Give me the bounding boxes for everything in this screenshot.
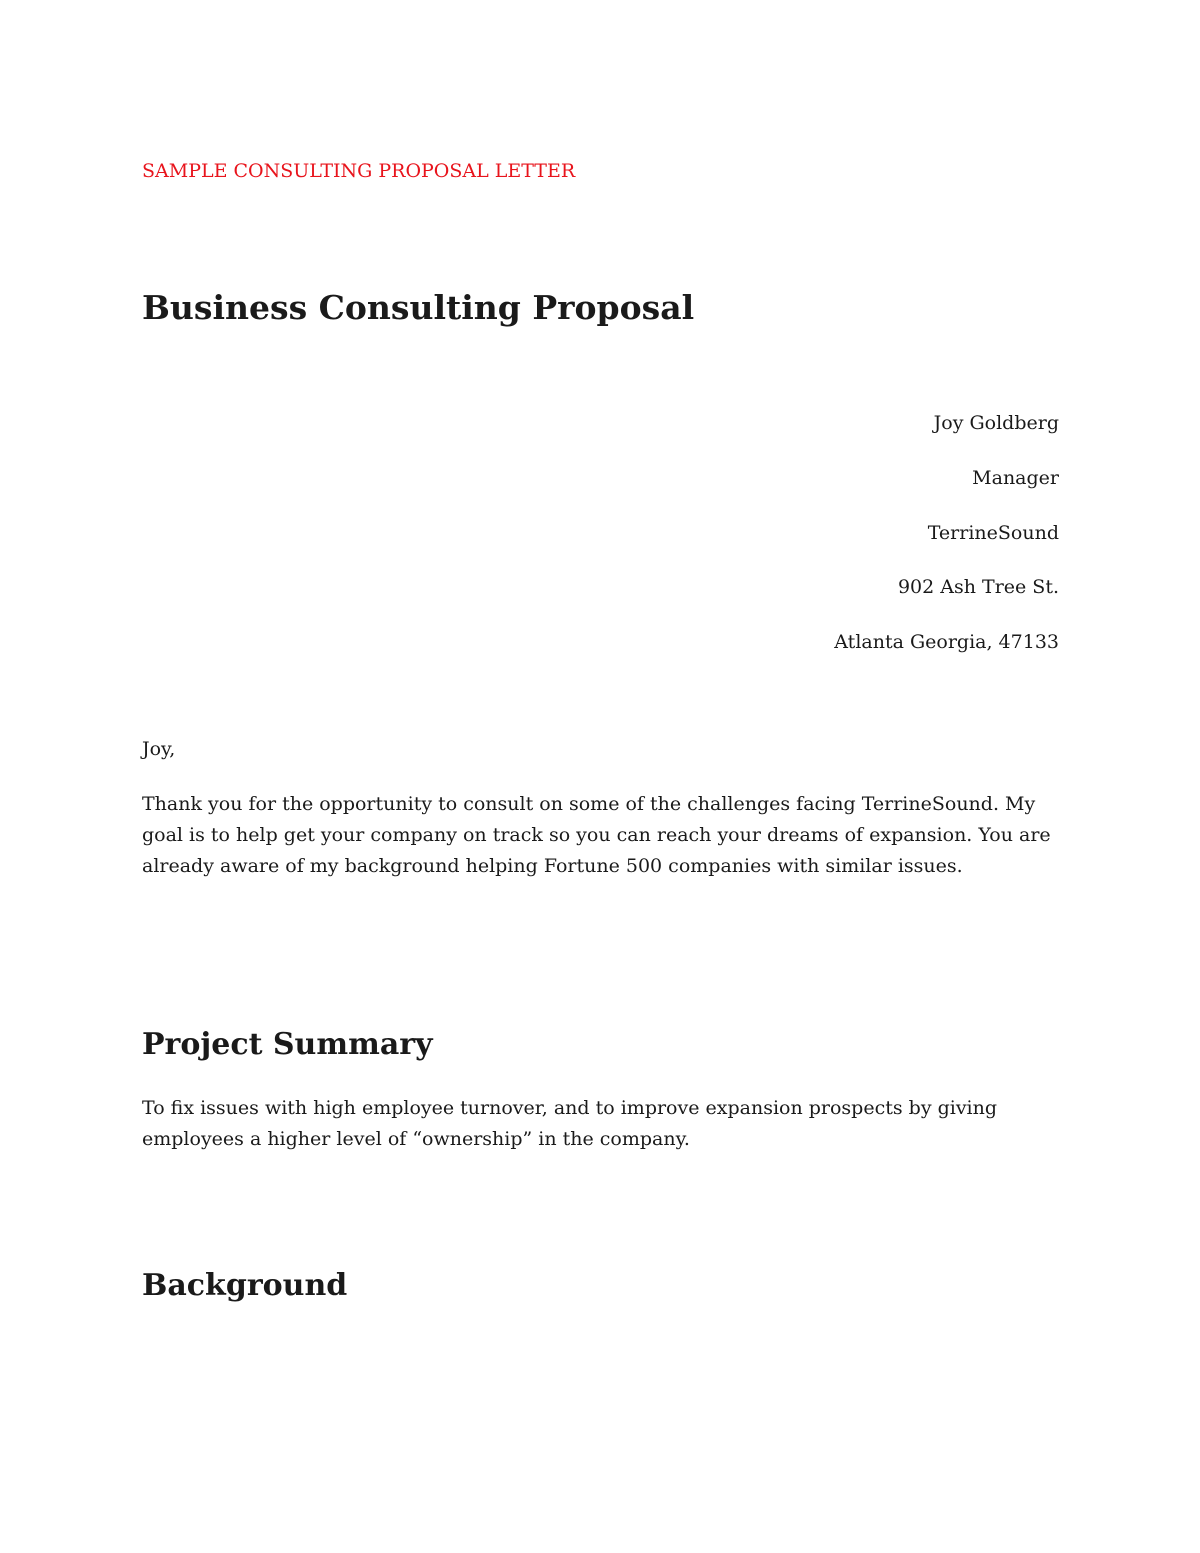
section-heading-project-summary: Project Summary (142, 1027, 433, 1062)
section-heading-background: Background (142, 1268, 348, 1303)
greeting: Joy, (142, 738, 176, 760)
intro-paragraph: Thank you for the opportunity to consult on some of the challenges facing TerrineSound. My goal is to help get your company on track so you can reach your dreams of expansion. You are already aware of my background helping Fortune 500 companies with similar issues. (142, 793, 1051, 877)
document-label: SAMPLE CONSULTING PROPOSAL LETTER (142, 160, 576, 182)
project-summary-body: To fix issues with high employee turnover, and to improve expansion prospects by giving employees a higher level of “ownership” in the company. (142, 1097, 998, 1150)
recipient-street: 902 Ash Tree St. (897, 576, 1059, 598)
document-title: Business Consulting Proposal (142, 288, 695, 327)
recipient-company: TerrineSound (927, 522, 1059, 544)
recipient-city-line: Atlanta Georgia, 47133 (834, 631, 1059, 653)
recipient-role: Manager (972, 467, 1059, 489)
recipient-name: Joy Goldberg (933, 412, 1059, 434)
